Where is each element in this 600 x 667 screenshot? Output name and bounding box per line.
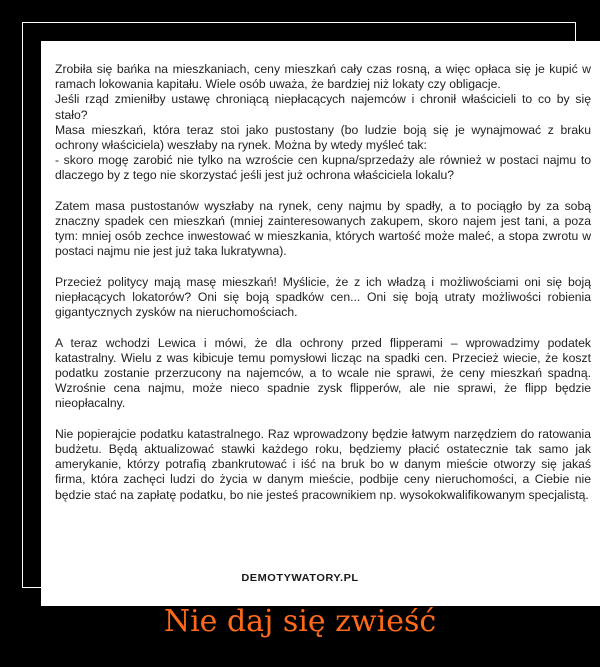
poster-text [55, 62, 591, 503]
paragraph: Zatem masa pustostanów wyszłaby na rynek, ceny najmu by spadły, a to pociągło by za sobą znaczny spadek cen mieszkań (mniej zainteresowanych zakupem, skoro najem jest tani, a poza tym: mniej osób zechce inwestować w mieszkania, których wartość może maleć, a stopa zwrotu w postaci najmu nie jest już taka lukratywna). [55, 198, 591, 259]
site-watermark [0, 572, 600, 583]
paragraph: Przecież politycy mają masę mieszkań! Myślicie, że z ich władzą i możliwościami oni się boją niepłacących lokatorów? Oni się boją spadków cen... Oni się boją utraty możliwości robienia gigantycznych zysków na nieruchomościach. [55, 274, 591, 320]
paragraph: A teraz wchodzi Lewica i mówi, że dla ochrony przed flipperami – wprowadzimy podatek katastralny. Wielu z was kibicuje temu pomysłowi licząc na spadki cen. Przecież wiecie, że koszt podatku zostanie przerzucony na najemców, a to wcale nie sprawi, że ceny mieszkań spadną. Wzrośnie cena najmu, może nieco spadnie zysk flipperów, ale nie sprawi, że flipp będzie nieopłacalny. [55, 335, 591, 411]
poster-title: Nie daj się zwieść [163, 604, 437, 639]
poster-frame [22, 22, 591, 588]
poster-content-panel [41, 41, 600, 606]
watermark-text: DEMOTYWATORY.PL [235, 572, 364, 583]
paragraph: Nie popierajcie podatku katastralnego. Raz wprowadzony będzie łatwym narzędziem do ratowania budżetu. Będą aktualizować stawki każdego roku, będziemy płacić ostatecznie tak samo jak amerykanie, którzy potrafią zbankrutować i iść na bruk bo w danym mieście otworzy się jakaś firma, która zachęci ludzi do życia w danym mieście, podbije ceny nieruchomości, a Ciebie nie będzie stać na zapłatę podatku, bo nie jesteś pracownikiem np. wysokokwalifikowanym specjalistą. [55, 426, 591, 502]
paragraph: Zrobiła się bańka na mieszkaniach, ceny mieszkań cały czas rosną, a więc opłaca się je kupić w ramach lokowania kapitału. Wiele osób uważa, że bardziej niż lokaty czy obligacje. Jeśli rząd zmieniłby ustawę chroniącą niepłacących najemców i chronił właścicieli to co by się stało? Masa mieszkań, która teraz stoi jako pustostany (bo ludzie boją się je wynajmować z braku ochrony właściciela) weszłaby na rynek. Można by wtedy myśleć tak: - skoro mogę zarobić nie tylko na wzroście cen kupna/sprzedaży ale również w postaci najmu to dlaczego by z tego nie skorzystać jeśli jest już ochrona właściciela lokalu? [55, 62, 591, 183]
